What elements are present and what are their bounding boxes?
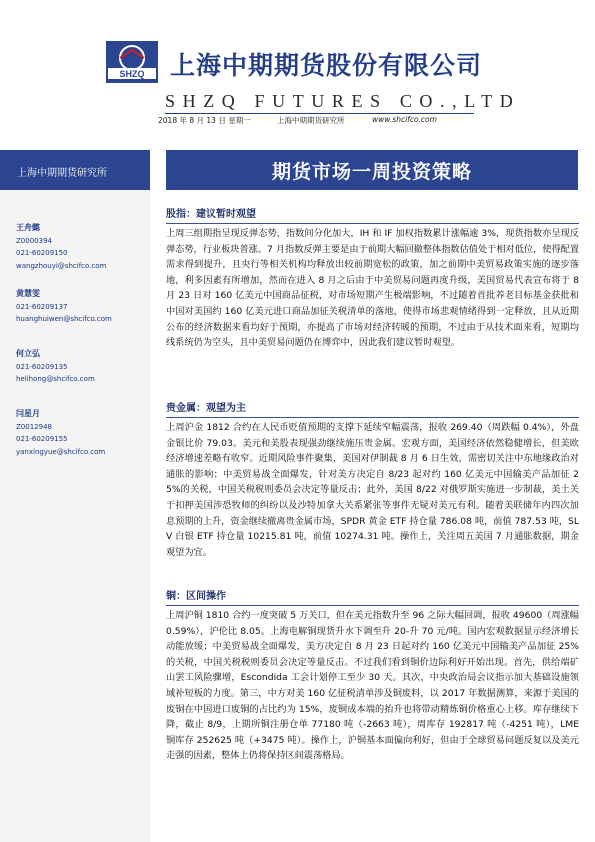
section-divider [166, 223, 579, 224]
analyst-phone: 021-60209137 [16, 302, 68, 311]
section-body: 上周沪铜 1810 合约一度突破 5 万关口，但在美元指数升至 96 之际大幅回调，报收 49600（周涨幅 0.59%），沪伦比 8.05。上海电解铜现货升水下调至升 20-升 70 元/吨。国内宏观数据显示经济增长动能放缓；中美贸易战全面爆发，美方决定自 8 月 23 日起对约 160 亿美元中国输美产品加征 25%的关税，中国关税税则委员会决定等量反击。不过我们看到铜价边际利好开始出现。首先，供给端矿山罢工风险骤增，Escondida 工会计划停工至少 30 天。其次，中央政治局会议指示加大基础设施领域补短板的力度。第三，中方对美 160 亿征税清单涉及铜废料，以 2017 年数据测算，来源于美国的废铜在中国进口废铜的占比约为 15%，废铜成本端的抬升也将带动精炼铜价格重心上移。库存继续下降，截止 8/9，上期所铜注册仓单 77180 吨（-2663 吨），周库存 192817 吨（-4251 吨），LME 铜库存 252625 吨（+3475 吨）。操作上，沪铜基本面偏向利好，但由于全球贸易问题反复以及美元走强的因素，整体上仍将保持区间震荡格局。 [166, 610, 579, 762]
analyst-phone: 021-60209150 [16, 249, 68, 257]
website-link[interactable]: www.shcifco.com [372, 115, 437, 124]
section-precious-metals [166, 402, 579, 560]
analyst-name: 黄慧雯 [16, 289, 40, 298]
report-title: 期货市场一周投资策略 [271, 161, 472, 183]
section-copper [166, 590, 579, 764]
analyst-email[interactable]: huanghuiwen@shcifco.com [16, 315, 112, 323]
analyst-id: Z0012948 [16, 422, 52, 431]
header-divider [165, 113, 474, 114]
logo-text: SHZQ [119, 69, 145, 79]
section-divider [166, 605, 579, 606]
report-date: 2018 年 8 月 13 日 星期一 [158, 116, 251, 125]
analyst-card [16, 348, 95, 386]
section-body: 上周三组期指呈现反弹态势，指数间分化加大，IH 和 IF 加权指数累计涨幅逾 3%，现货指数亦呈现反弹态势，行业板块普涨。7 月指数反弹主要是由于前期大幅回撤整体指数估值处于相对低位，使得配置需求得到提升，且央行等相关机构均释放出较前期宽松的政策，加之前期中美贸易政策实施的逐步落地，利多因素有所增加，然而在进入 8 月之后由于中美贸易问题再度升级，美国贸易代表宣布将于 8 月 23 日对 160 亿美元中国商品征税，对市场短期产生极端影响，不过随着首批养老目标基金获批和中国对美国约 160 亿美元进口商品加征关税清单的落地，使得市场悲观情绪得到一定释放，且从近期公布的经济数据来看均好于预期，亦提高了市场对经济转暖的预期，不过由于从技术面来看，短期均线系统仍为空头，且中美贸易问题仍在博弈中，因此我们建议暂时观望。 [166, 228, 580, 349]
analyst-name: 王舟懿 [16, 223, 40, 232]
section-stock-index [166, 208, 579, 351]
analyst-card [16, 288, 112, 326]
section-body: 上周沪金 1812 合约在人民币贬值预期的支撑下延续窄幅震荡，报收 269.40（周跌幅 0.4%），外盘金银比价 79.03。美元和美股表现强劲继续施压贵金属。宏观方面，美国经济依然稳健增长，但美欧经济增速差略有收窄。近期风险事件聚集，美国对伊制裁 8 月 6 日生效，需密切关注中东地缘政治对通胀的影响；中美贸易战全面爆发，针对美方决定自 8/23 起对约 160 亿美元中国输美产品加征 25%的关税，中国关税税则委员会决定等量反击；此外，美国 8/22 对俄罗斯实施进一步制裁，美土关于扣押美国涉恐牧师的纠纷以及沙特加拿大关系紧张等事件无疑对美元有利。随着美联储年内四次加息预期的上升，资金继续撤离贵金属市场，SPDR 黄金 ETF 持仓量 786.08 吨，前值 787.53 吨，SLV 白银 ETF 持仓量 10215.81 吨，前值 10274.31 吨。操作上，关注周五美国 7 月通胀数据，期金观望为宜。 [166, 422, 579, 558]
analyst-card [16, 222, 106, 272]
analyst-name: 闫星月 [16, 409, 40, 418]
company-name: 上海中期期货股份有限公司 [170, 51, 483, 80]
analyst-id: Z0000394 [16, 236, 52, 245]
analyst-card [16, 408, 105, 458]
report-header [0, 0, 595, 125]
sidebar-header [0, 150, 150, 190]
shzq-logo-icon [106, 41, 158, 83]
sidebar-title: 上海中期期货研究所 [17, 168, 107, 179]
analyst-email[interactable]: helihong@shcifco.com [16, 375, 95, 383]
sidebar [0, 150, 150, 842]
analyst-email[interactable]: wangzhouyi@shcifco.com [16, 261, 107, 270]
section-title: 贵金属：观望为主 [166, 403, 246, 414]
section-divider [166, 417, 579, 418]
report-title-banner [166, 150, 578, 190]
section-title: 股指：建议暂时观望 [166, 209, 256, 220]
analyst-name: 何立弘 [16, 349, 40, 358]
analyst-phone: 021-60209135 [16, 362, 68, 371]
section-title: 铜：区间操作 [166, 591, 226, 602]
analyst-email[interactable]: yanxingyue@shcifco.com [16, 447, 106, 456]
analyst-phone: 021-60209155 [16, 435, 68, 443]
company-english-name: SHZQ FUTURES CO.,LTD [165, 91, 521, 111]
institute-name: 上海中期期货研究所 [277, 116, 345, 125]
